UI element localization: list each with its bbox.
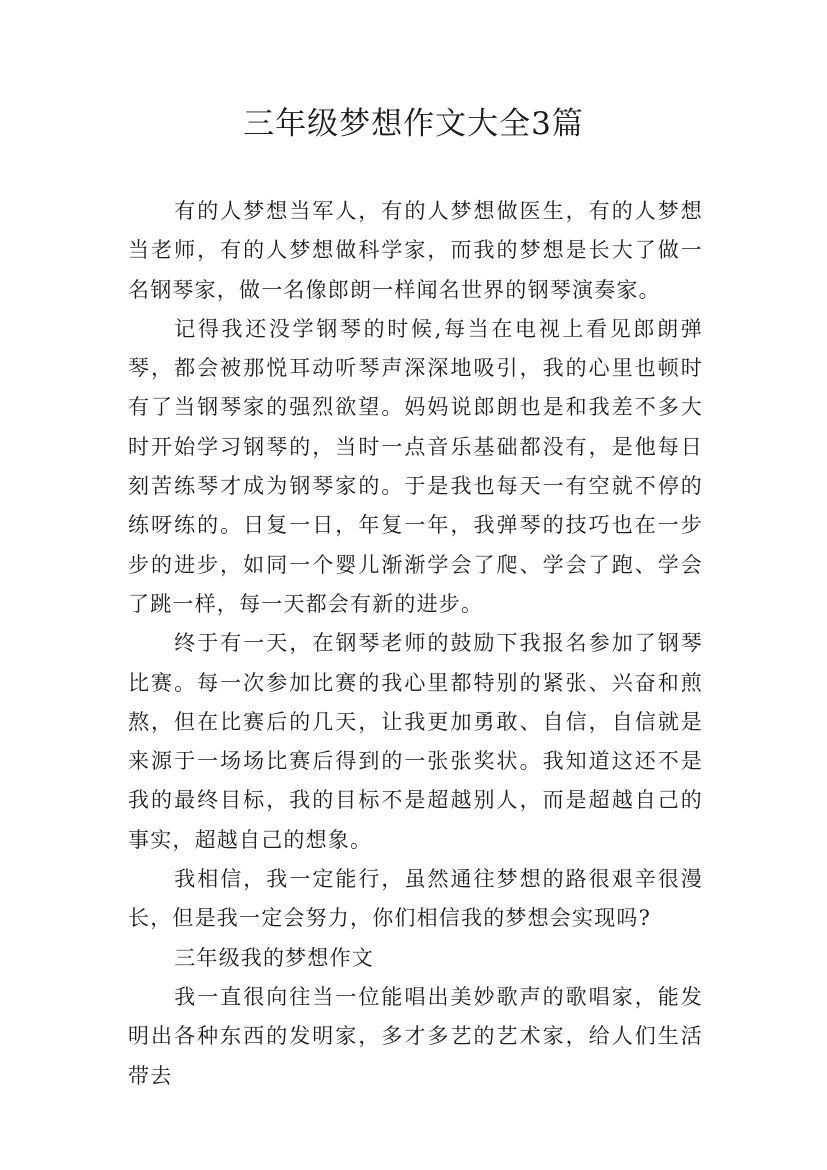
section-subheading: 三年级我的梦想作文 xyxy=(174,945,374,970)
paragraph: 终于有一天，在钢琴老师的鼓励下我报名参加了钢琴比赛。每一次参加比赛的我心里都特别的紧张、兴奋和煎熬，但在比赛后的几天，让我更加勇敢、自信，自信就是来源于一场场比赛后得到的一张张奖状。我知道这还不是我的最终目标，我的目标不是超越别人，而是超越自己的事实，超越自己的想象。 xyxy=(128,631,703,852)
paragraph: 有的人梦想当军人，有的人梦想做医生，有的人梦想当老师，有的人梦想做科学家，而我的梦想是长大了做一名钢琴家，做一名像郎朗一样闻名世界的钢琴演奏家。 xyxy=(128,199,703,302)
paragraph: 我一直很向往当一位能唱出美妙歌声的歌唱家，能发明出各种东西的发明家，多才多艺的艺术家，给人们生活带去 xyxy=(128,984,703,1088)
document-body xyxy=(128,192,703,1096)
document-title: 三年级梦想作文大全3篇 xyxy=(243,106,584,142)
paragraph: 记得我还没学钢琴的时候,每当在电视上看见郎朗弹琴，都会被那悦耳动听琴声深深地吸引，我的心里也顿时有了当钢琴家的强烈欲望。妈妈说郎朗也是和我差不多大时开始学习钢琴的，当时一点音乐基础都没有，是他每日刻苦练琴才成为钢琴家的。于是我也每天一有空就不停的练呀练的。日复一日，年复一年，我弹琴的技巧也在一步步的进步，如同一个婴儿渐渐学会了爬、学会了跑、学会了跳一样，每一天都会有新的进步。 xyxy=(128,316,703,616)
paragraph: 我相信，我一定能行，虽然通往梦想的路很艰辛很漫长，但是我一定会努力，你们相信我的梦想会实现吗? xyxy=(128,867,703,931)
